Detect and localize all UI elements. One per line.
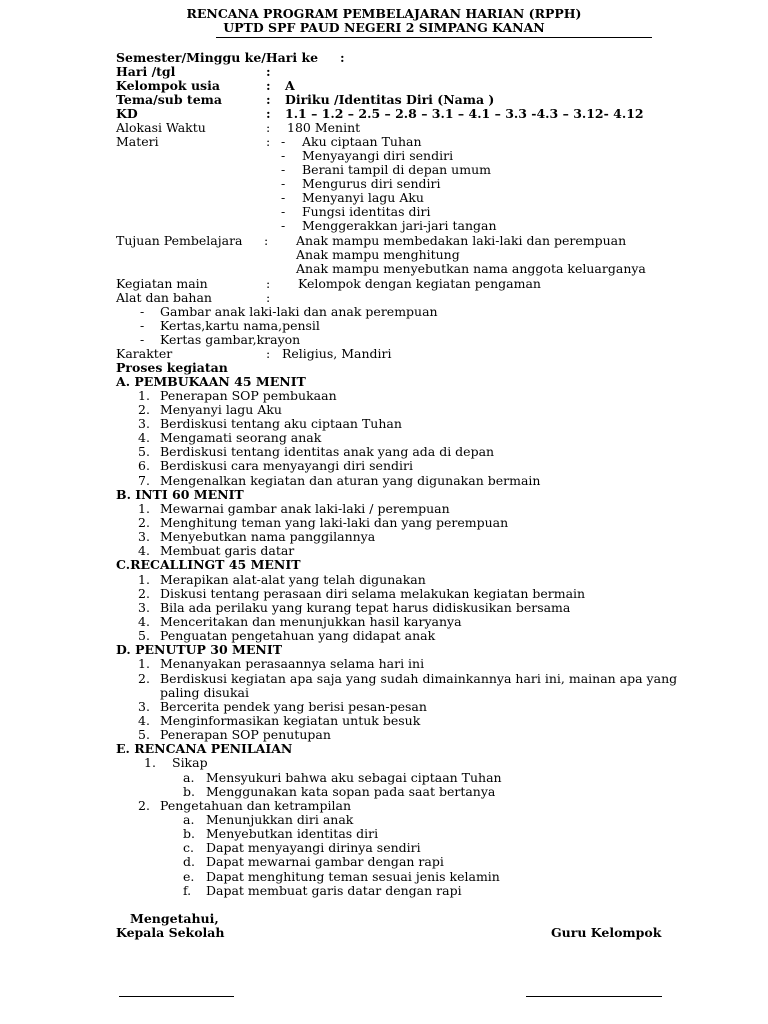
section-b-heading: B. INTI 60 MENIT — [116, 487, 244, 502]
list-item: - — [281, 134, 286, 149]
list-number: 5. — [138, 727, 150, 742]
kd-value: 1.1 – 1.2 – 2.5 – 2.8 – 3.1 – 4.1 – 3.3 -4.3 – 3.12- 4.12 — [285, 106, 644, 121]
list-item: Berdiskusi cara menyayangi diri sendiri — [160, 458, 413, 473]
alat-label: Alat dan bahan — [116, 290, 212, 305]
alokasi-label: Alokasi Waktu — [116, 120, 206, 135]
list-item: - — [281, 176, 286, 191]
list-letter: e. — [183, 869, 195, 884]
materi-sep: : — [266, 134, 271, 149]
section-d-heading: D. PENUTUP 30 MENIT — [116, 642, 282, 657]
list-item: - — [281, 190, 286, 205]
tujuan-sep: : — [264, 233, 269, 248]
mengetahui-text: Mengetahui, — [130, 911, 219, 926]
materi-label: Materi — [116, 134, 159, 149]
list-item: Mewarnai gambar anak laki-laki / perempuan — [160, 501, 450, 516]
alat-item: Gambar anak laki-laki dan anak perempuan — [160, 304, 438, 319]
kelompok-label: Kelompok usia — [116, 78, 220, 93]
hari-sep: : — [266, 64, 271, 79]
list-letter: d. — [183, 854, 195, 869]
list-item: Membuat garis datar — [160, 543, 295, 558]
guru-kelompok-label: Guru Kelompok — [551, 925, 662, 940]
list-item: Sikap — [172, 755, 208, 770]
tujuan-item: Anak mampu menyebutkan nama anggota keluarganya — [296, 261, 646, 276]
list-item: - — [281, 162, 286, 177]
tema-sep: : — [266, 92, 271, 107]
list-item: Penguatan pengetahuan yang didapat anak — [160, 628, 436, 643]
kepala-signature-line — [119, 996, 234, 997]
list-letter: a. — [183, 770, 195, 785]
list-item: Menginformasikan kegiatan untuk besuk — [160, 713, 421, 728]
list-item: Menyebutkan nama panggilannya — [160, 529, 376, 544]
kegiatan-label: Kegiatan main — [116, 276, 208, 291]
list-number: 3. — [138, 416, 150, 431]
list-item: Menyayangi diri sendiri — [302, 148, 454, 163]
list-number: 2. — [138, 515, 150, 530]
list-item-continuation: paling disukai — [160, 685, 249, 700]
list-number: 1. — [138, 388, 150, 403]
list-number: 2. — [138, 586, 150, 601]
list-number: 4. — [138, 543, 150, 558]
list-number: 3. — [138, 699, 150, 714]
semester-label: Semester/Minggu ke/Hari ke — [116, 50, 319, 65]
list-number: 3. — [138, 600, 150, 615]
tema-value: Diriku /Identitas Diri (Nama ) — [285, 92, 495, 107]
list-item: Pengetahuan dan ketrampilan — [160, 798, 352, 813]
list-item: Mengamati seorang anak — [160, 430, 322, 445]
list-number: 4. — [138, 430, 150, 445]
list-item: Mengurus diri sendiri — [302, 176, 441, 191]
list-number: 4. — [138, 713, 150, 728]
list-item: - — [281, 148, 286, 163]
guru-signature-line — [526, 996, 662, 997]
proses-heading: Proses kegiatan — [116, 360, 228, 375]
list-item: - — [281, 204, 286, 219]
list-number: 1. — [138, 501, 150, 516]
list-number: 1. — [144, 755, 156, 770]
list-item: Bila ada perilaku yang kurang tepat harus didiskusikan bersama — [160, 600, 571, 615]
list-item: Menceritakan dan menunjukkan hasil karyanya — [160, 614, 462, 629]
list-number: 6. — [138, 458, 150, 473]
list-item: Fungsi identitas diri — [302, 204, 431, 219]
list-item: Berani tampil di depan umum — [302, 162, 491, 177]
karakter-value: Religius, Mandiri — [282, 346, 392, 361]
list-letter: c. — [183, 840, 194, 855]
list-number: 7. — [138, 473, 150, 488]
kd-label: KD — [116, 106, 138, 121]
list-item: Berdiskusi tentang identitas anak yang ada di depan — [160, 444, 495, 459]
list-number: 2. — [138, 402, 150, 417]
list-letter: b. — [183, 826, 195, 841]
list-item: - — [140, 332, 145, 347]
list-number: 5. — [138, 628, 150, 643]
list-number: 1. — [138, 656, 150, 671]
karakter-label: Karakter — [116, 346, 173, 361]
section-c-heading: C.RECALLINGT 45 MENIT — [116, 557, 301, 572]
section-e-heading: E. RENCANA PENILAIAN — [116, 741, 293, 756]
list-item: Aku ciptaan Tuhan — [302, 134, 422, 149]
list-item: Menyanyi lagu Aku — [302, 190, 424, 205]
list-number: 2. — [138, 798, 150, 813]
list-item: - — [140, 304, 145, 319]
list-letter: f. — [183, 883, 192, 898]
alokasi-value: 180 Menint — [287, 120, 361, 135]
alat-item: Kertas,kartu nama,pensil — [160, 318, 320, 333]
kegiatan-sep: : — [266, 276, 271, 291]
list-item: - — [281, 218, 286, 233]
semester-sep: : — [340, 50, 345, 65]
list-item: Berdiskusi tentang aku ciptaan Tuhan — [160, 416, 402, 431]
list-item: Menunjukkan diri anak — [206, 812, 354, 827]
list-item: Penerapan SOP pembukaan — [160, 388, 337, 403]
kegiatan-value: Kelompok dengan kegiatan pengaman — [298, 276, 541, 291]
list-letter: a. — [183, 812, 195, 827]
kepala-sekolah-label: Kepala Sekolah — [116, 925, 225, 940]
alat-sep: : — [266, 290, 271, 305]
section-a-heading: A. PEMBUKAAN 45 MENIT — [116, 374, 306, 389]
tema-label: Tema/sub tema — [116, 92, 222, 107]
tujuan-item: Anak mampu membedakan laki-laki dan perempuan — [296, 233, 627, 248]
title-underline — [216, 37, 652, 38]
list-item: Dapat mewarnai gambar dengan rapi — [206, 854, 444, 869]
list-item: Bercerita pendek yang berisi pesan-pesan — [160, 699, 427, 714]
document-title: RENCANA PROGRAM PEMBELAJARAN HARIAN (RPPH) — [186, 6, 582, 21]
alokasi-sep: : — [266, 120, 271, 135]
list-item: Menyebutkan identitas diri — [206, 826, 379, 841]
list-item: Menggunakan kata sopan pada saat bertanya — [206, 784, 496, 799]
hari-label: Hari /tgl — [116, 64, 176, 79]
list-number: 2. — [138, 671, 150, 686]
list-item: Penerapan SOP penutupan — [160, 727, 331, 742]
kelompok-sep: : — [266, 78, 271, 93]
list-number: 5. — [138, 444, 150, 459]
list-item: Dapat menyayangi dirinya sendiri — [206, 840, 421, 855]
list-item: Dapat menghitung teman sesuai jenis kelamin — [206, 869, 500, 884]
list-number: 3. — [138, 529, 150, 544]
list-item: Menggerakkan jari-jari tangan — [302, 218, 497, 233]
tujuan-item: Anak mampu menghitung — [296, 247, 460, 262]
karakter-sep: : — [266, 346, 271, 361]
list-item: Menyanyi lagu Aku — [160, 402, 282, 417]
list-item: Berdiskusi kegiatan apa saja yang sudah dimainkannya hari ini, mainan apa yang — [160, 671, 678, 686]
list-number: 4. — [138, 614, 150, 629]
list-item: Mensyukuri bahwa aku sebagai ciptaan Tuhan — [206, 770, 502, 785]
kelompok-value: A — [285, 78, 295, 93]
tujuan-label: Tujuan Pembelajara — [116, 233, 243, 248]
list-item: Dapat membuat garis datar dengan rapi — [206, 883, 462, 898]
list-letter: b. — [183, 784, 195, 799]
list-item: Menghitung teman yang laki-laki dan yang perempuan — [160, 515, 509, 530]
list-item: - — [140, 318, 145, 333]
alat-item: Kertas gambar,krayon — [160, 332, 301, 347]
kd-sep: : — [266, 106, 271, 121]
list-item: Mengenalkan kegiatan dan aturan yang digunakan bermain — [160, 473, 541, 488]
list-number: 1. — [138, 572, 150, 587]
list-item: Diskusi tentang perasaan diri selama melakukan kegiatan bermain — [160, 586, 586, 601]
list-item: Menanyakan perasaannya selama hari ini — [160, 656, 425, 671]
list-item: Merapikan alat-alat yang telah digunakan — [160, 572, 426, 587]
school-name: UPTD SPF PAUD NEGERI 2 SIMPANG KANAN — [223, 20, 545, 35]
